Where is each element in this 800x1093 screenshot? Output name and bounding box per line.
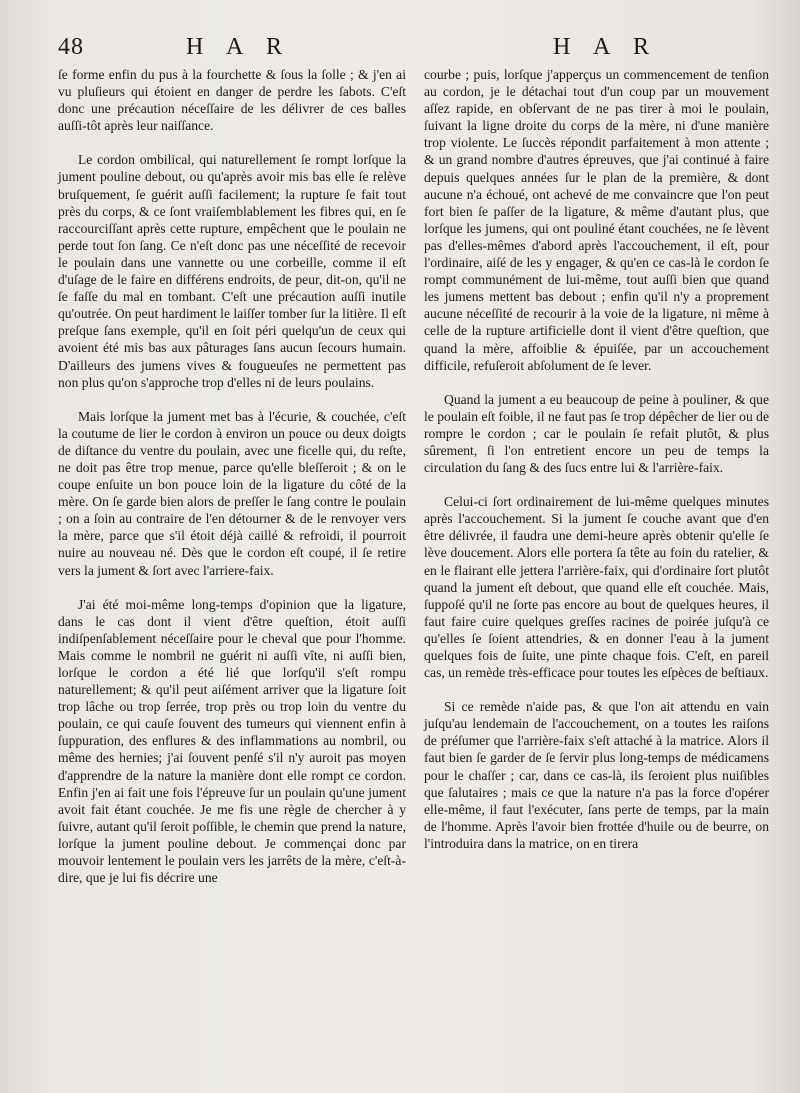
paragraph: Celui-ci ſort ordinairement de lui-même quelques minutes après l'accouchement. Si la jument ſe couche avant que d'en être délivrée, il faudra une demi-heure après obtenir qu'elle ſe lève doucement. Alors elle portera ſa tête au foin du ratelier, & en le flairant elle jettera l'arrière-faix, qui d'ordinaire ſort plutôt quand la jument eſt debout, que quand elle eſt couchée. Mais, ſuppoſé qu'il ne ſorte pas encore au bout de quelques heures, il faut faire cuire quelques greſſes racines de poirée juſqu'à ce qu'elles ſe ſoient attendries, & en donner l'eau à la jument quelques fois de ſuite, une pinte chaque fois. C'eſt, en pareil cas, un remède très-efficace pour toutes les eſpèces de beſtiaux.: [424, 494, 769, 681]
page-header: [0, 34, 800, 64]
left-column: [58, 66, 406, 886]
running-head-left: H A R: [186, 34, 292, 60]
paragraph: ſe forme enfin du pus à la fourchette & ſous la ſolle ; & j'en ai vu pluſieurs qui étoient en danger de perdre les ſabots. C'eſt donc une précaution néceſſaire de les délivrer de ces balles auſſi-tôt après leur naiſſance.: [58, 67, 406, 134]
right-column: [424, 66, 769, 852]
paragraph: Mais lorſque la jument met bas à l'écurie, & couchée, c'eſt la coutume de lier le cordon à environ un pouce ou deux doigts de diſtance du ventre du poulain, avec une ficelle qui, du reſte, ne doit pas être trop menue, parce qu'elle bleſſeroit ; & on le coupe enſuite un bon pouce loin de la ligature du côté de la mère. On ſe garde bien alors de preſſer le ſang contre le poulain ; on a ſoin au contraire de l'en détourner & de le renvoyer vers la mère, parce que s'il étoit déjà caillé & refroidi, il pourroit nuire au nouveau né. Dès que le cordon eſt coupé, il ſe retire vers la jument & ſort avec l'arriere-faix.: [58, 408, 406, 578]
paragraph: courbe ; puis, lorſque j'apperçus un commencement de tenſion au cordon, je le détachai tout d'un coup par un mouvement aſſez rapide, en obſervant de ne pas tirer à moi le poulain, ſuivant la ligne droite du corps de la mère, ni d'une manière trop violente. Le ſuccès répondit parfaitement à mon attente ; & un grand nombre d'autres épreuves, que j'ai continué à faire depuis quelques années ſur le plan de la première, & dont aucune n'a échoué, ont achevé de me convaincre que l'on peut fort bien ſe paſſer de la ligature, & même d'autant plus, que lorſque les jumens, qui ont pouliné étant couchées, ne ſe lèvent pas d'elles-mêmes d'abord après l'accouchement, il eſt, pour l'ordinaire, aiſé de les y engager, & qu'en ce cas-là le cordon ſe rompt communément de lui-même, tout auſſi bien que quand les jumens mettent bas debout ; enfin qu'il n'y a proprement aucune néceſſité de recourir à la voie de la ligature, ni même à celle de la rupture artificielle dont il vient d'être queſtion, que quand la mère, affoiblie & épuiſée, par un accouchement difficile, refuſeroit abſolument de ſe lever.: [424, 67, 769, 373]
page-number: 48: [58, 34, 84, 60]
paragraph: Quand la jument a eu beaucoup de peine à pouliner, & que le poulain eſt foible, il ne faut pas ſe trop dépêcher de lier ou de rompre le cordon ; car le poulain ſe refait plutôt, & plus sûrement, ſi l'on entretient encore un peu de temps la circulation du ſang & des ſucs entre lui & l'arrière-faix.: [424, 391, 769, 476]
paragraph: Si ce remède n'aide pas, & que l'on ait attendu en vain juſqu'au lendemain de l'accouchement, on a toutes les raiſons de préſumer que l'arrière-faix s'eſt attaché à la matrice. Alors il faut bien ſe garder de ſe ſervir plus long-temps de médicamens pour le chaſſer ; car, dans ce cas-là, ils ſeroient plus nuiſibles que ſalutaires ; mais ce que la nature n'a pas la force d'opérer elle-même, il faut l'exécuter, ſans perte de temps, par la main de l'homme. Après l'avoir bien frottée d'huile ou de beurre, on l'introduira dans la matrice, on en tirera: [424, 699, 769, 851]
paragraph: Le cordon ombilical, qui naturellement ſe rompt lorſque la jument pouline debout, ou qu'après avoir mis bas elle ſe relève bruſquement, ſe guérit auſſi facilement; la rupture ſe fait tout près du corps, & ce ſont vraiſemblablement les fibres qui, en ſe raccourciſſant après cette rupture, empêchent que le poulain ne perde tout ſon ſang. Ce n'eſt donc pas une néceſſité de recevoir le poulain dans une vannette ou une corbeille, comme il eſt d'uſage de le faire en différens endroits, de peur, dit-on, qu'il ne ſe faſſe du mal en tombant. C'eſt une précaution auſſi inutile qu'outrée. On peut hardiment le laiſſer tomber ſur la litière. Il eſt preſque ſans exemple, qu'il en ſoit péri quelqu'un de ceux qui avoient été mis bas aux pâturages ſans aucun ſecours humain. D'ailleurs des jumens vives & fougueuſes ne permettent pas non plus qu'on s'approche trop d'elles ni de leurs poulains.: [58, 152, 406, 390]
running-head-right: H A R: [553, 34, 659, 60]
paragraph: J'ai été moi-même long-temps d'opinion que la ligature, dans le cas dont il vient d'être queſtion, étoit auſſi indiſpenſablement néceſſaire pour le cheval que pour l'homme. Mais comme le nombril ne guérit ni auſſi vîte, ni auſſi bien, lorſque le cordon a été lié que lorſqu'il s'eſt rompu naturellement; & qu'il peut aiſément arriver que la ligature ſoit trop lâche ou trop ſerrée, trop près ou trop loin du ventre du poulain, ce qui cauſe ſouvent des tumeurs qui viennent enfin à ſuppuration, des enflures & des inflammations au nombril, ou même des hernies; j'ai ſouvent penſé s'il n'y auroit pas moyen d'apprendre de la nature la manière dont elle rompt ce cordon. Enfin j'en ai fait une fois l'épreuve ſur un poulain qu'une jument avoit fait étant couchée. Je me fis une règle de chercher à y ſuivre, autant qu'il ſeroit poſſible, le chemin que prend la nature, lorſque la jument pouline debout. Je commençai donc par mouvoir lentement le poulain vers les jarrêts de la mère, c'eſt-à-dire, que je lui fis décrire une: [58, 596, 406, 886]
